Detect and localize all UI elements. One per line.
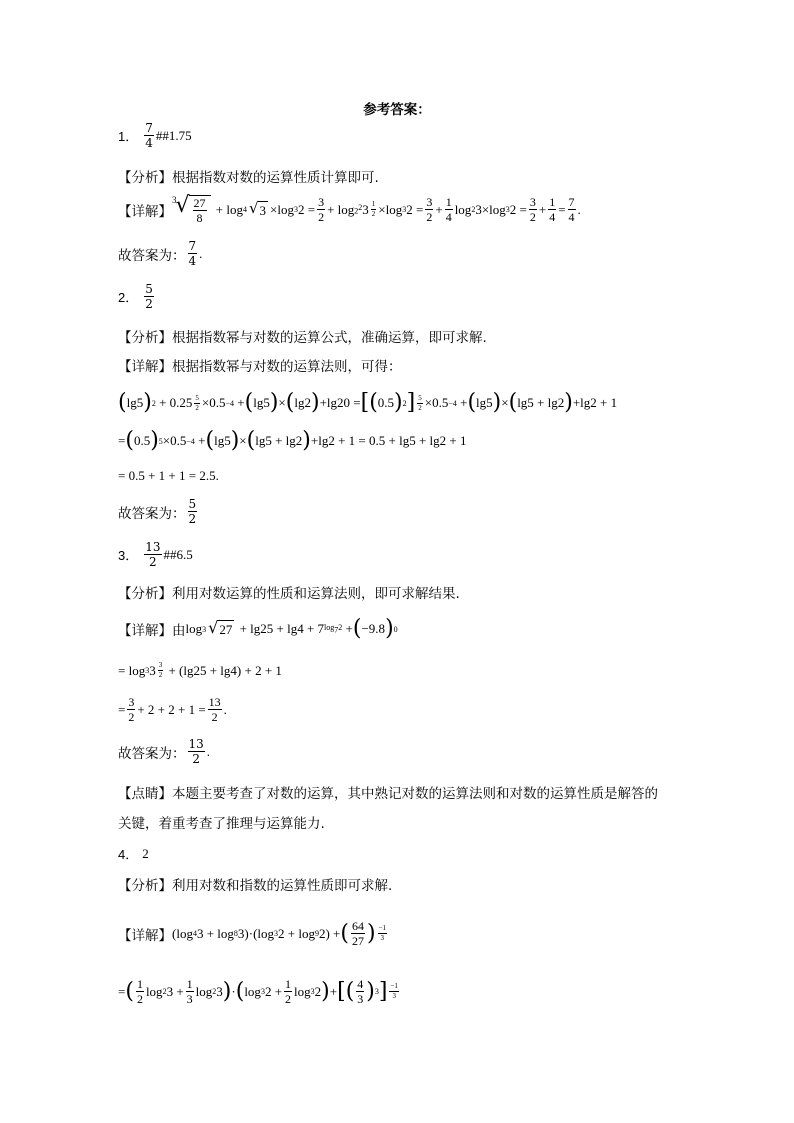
q2-formula-line-1: ( lg5 ) 2 + 0.25 $\frac{5}{2}$ ×0.5 −4 + ( lg5 ) × ( lg2 ) +lg20 = [ ( 0.5 ) 2 ] $\frac{5}{2}$ ×0.5 −4 + ( lg5 ) × ( lg5 + lg2 ) +lg2 + 1 <box>118 390 618 415</box>
q1-detail <box>118 195 581 224</box>
q4-detail: 【详解】 (log 4 3 + log 8 3)·(log 3 2 + log 9 2) + ( 64 27 ) $\frac{-1}{3}$ <box>118 919 387 948</box>
q2-conclusion-fraction: 5 2 <box>188 497 197 526</box>
q2-conclusion: 故答案为： 5 2 <box>118 497 197 526</box>
q3-formula-line-1: = log 3 3 $\frac{3}{2}$ + (lg25 + lg4) + 2 + 1 <box>118 661 282 679</box>
q2-formula-line-3: = 0.5 + 1 + 1 = 2.5 . <box>118 468 219 483</box>
q1-conclusion: 故答案为： 7 4 . <box>118 239 203 268</box>
page-title: 参考答案： <box>363 102 431 118</box>
q2-formula-line-2: = ( 0.5 ) 5 ×0.5 −4 + ( lg5 ) × ( lg5 + lg2 ) +lg2 + 1 = 0.5 + lg5 + lg2 + 1 <box>118 428 467 453</box>
q4-answer-line <box>118 844 149 863</box>
q4-number: 4． <box>118 847 139 862</box>
q1-answer-alt: ##1.75 <box>155 127 192 143</box>
q1-detail-tag: 【详解】 <box>118 203 172 220</box>
q2-answer-line <box>118 283 156 310</box>
q3-comment-line-2: 关键，着重考查了推理与运算能力. <box>118 816 325 832</box>
q4-analysis: 【分析】 利用对数和指数的运算性质即可求解. <box>118 878 393 894</box>
q1-formula: 3 √ 27 8 + log 4 √ 3 ×log 3 2 = 3 2 + log $2^2$ 3 $\frac{1}{2}$ ×log 3 2 = 3 2 + 1 4 log 2 3×log 3 2 = 3 2 + 1 4 = 7 4 . <box>172 193 581 225</box>
q3-answer-alt: ##6.5 <box>163 546 193 562</box>
q4-formula-line-1: = ( 1 2 log 2 3 + 1 3 log 2 3 ) · ( log 3 2 + 1 2 log 3 2 ) + [ ( 4 3 ) 3 ] $\frac{-1}{3}$ <box>118 977 398 1006</box>
q4-answer: 2 <box>142 845 149 861</box>
q3-conclusion: 故答案为： 13 2 . <box>118 737 211 766</box>
q2-analysis: 【分析】 根据指数幂与对数的运算公式，准确运算，即可求解. <box>118 330 487 346</box>
q3-formula-line-2: = 3 2 + 2 + 2 + 1 = 13 2 . <box>118 695 227 724</box>
q3-answer-fraction: 13 2 <box>145 540 161 569</box>
q1-answer-fraction: 7 4 <box>145 121 153 150</box>
q2-number: 2． <box>118 290 139 305</box>
q3-comment-line-1: 【点睛】 本题主要考查了对数的运算，其中熟记对数的运算法则和对数的运算性质是解答的 <box>118 786 658 802</box>
q1-conclusion-fraction: 7 4 <box>188 239 197 268</box>
q3-answer-line <box>118 541 193 568</box>
q2-detail: 【详解】 根据指数幂与对数的运算法则，可得： <box>118 359 402 375</box>
q1-answer-line <box>118 122 192 149</box>
q3-conclusion-fraction: 13 2 <box>188 737 204 766</box>
q1-analysis: 【分析】 根据指数对数的运算性质计算即可. <box>118 170 379 186</box>
q1-number: 1． <box>118 129 139 144</box>
q3-number: 3． <box>118 548 139 563</box>
q2-answer-fraction: 5 2 <box>145 282 153 311</box>
q3-analysis: 【分析】 利用对数运算的性质和运算法则，即可求解结果. <box>118 586 460 602</box>
q3-detail: 【详解】 由 log 3 √ 27 + lg25 + lg4 + 7 $\log_72$ + ( −9.8 ) 0 <box>118 616 398 641</box>
